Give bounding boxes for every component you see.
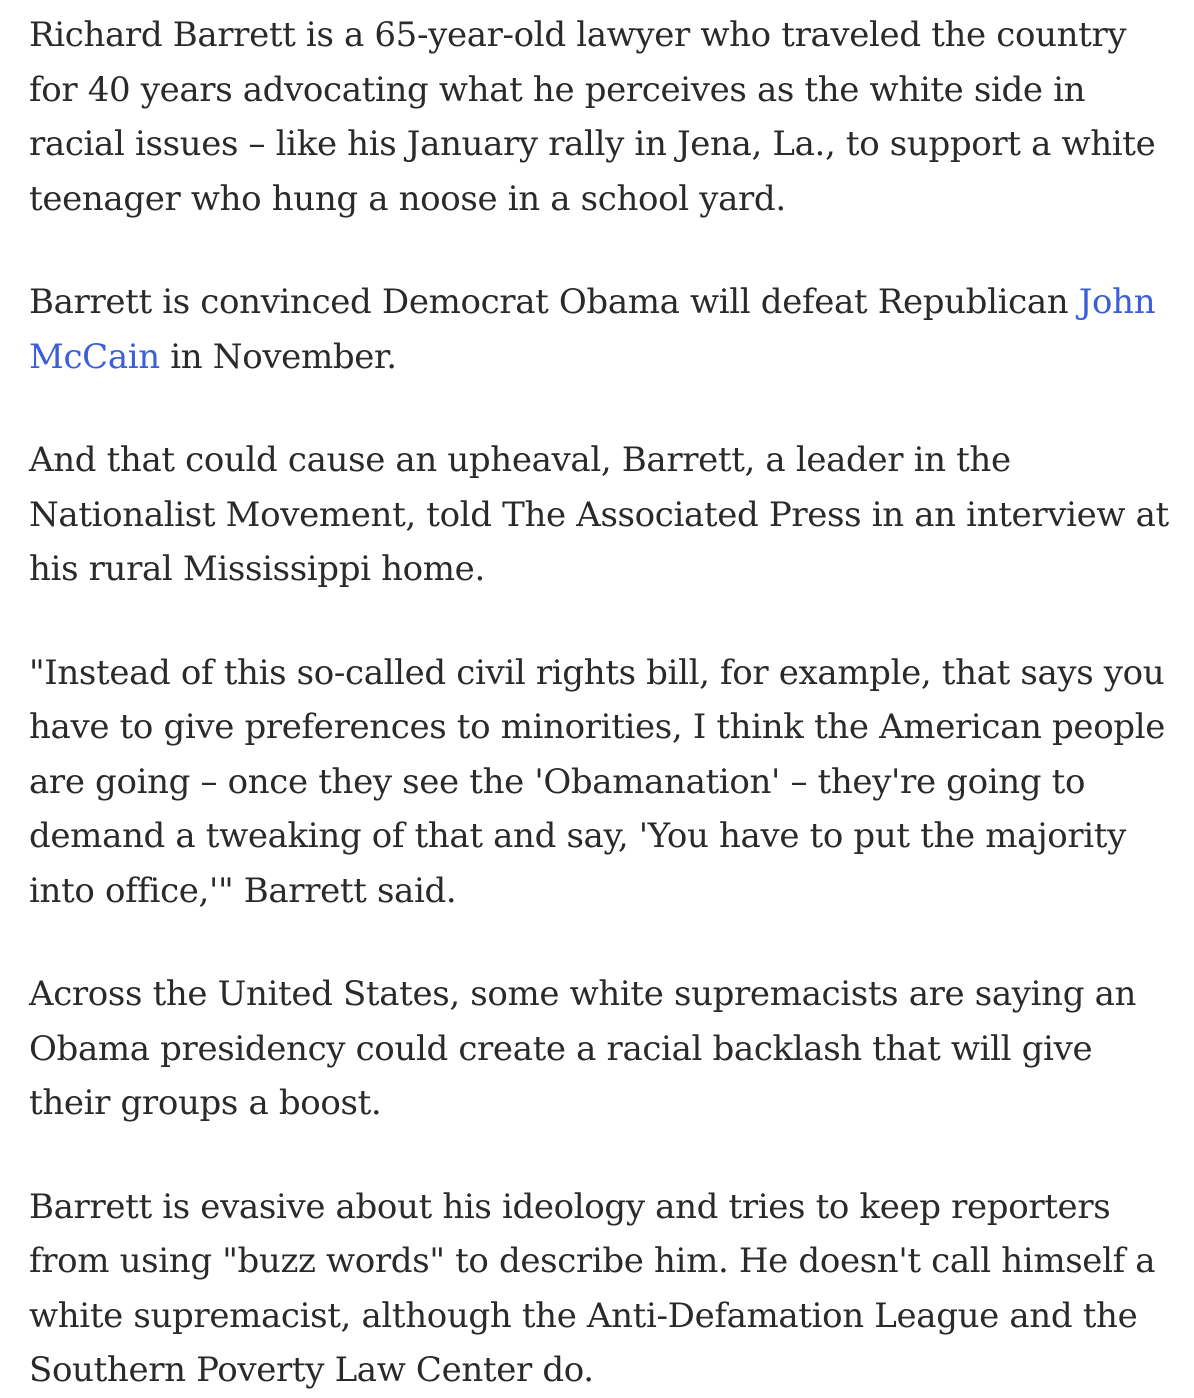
article-paragraph: Barrett is evasive about his ideology and tries to keep reporters from using "buzz words" to describe him. He doesn't call himself a white supremacist, although the Anti-Defamation League and the Southern Poverty Law Center do. — [29, 1186, 1156, 1390]
john-mccain-link[interactable]: John McCain — [29, 282, 1156, 377]
paragraph-text: Barrett is convinced Democrat Obama will defeat Republican — [29, 282, 1079, 322]
article-paragraph: And that could cause an upheaval, Barrett, a leader in the Nationalist Movement, told The Associated Press in an interview at his rural Mississippi home. — [29, 440, 1169, 589]
paragraph-text: in November. — [159, 336, 397, 377]
article-body — [29, 8, 1169, 1398]
article-paragraph: Across the United States, some white supremacists are saying an Obama presidency could create a racial backlash that will give their groups a boost. — [29, 974, 1137, 1123]
article-paragraph — [29, 275, 1169, 384]
article-paragraph: Richard Barrett is a 65-year-old lawyer who traveled the country for 40 years advocating what he perceives as the white side in racial issues – like his January rally in Jena, La., to support a white teenager who hung a noose in a school yard. — [29, 15, 1156, 219]
article-paragraph: "Instead of this so-called civil rights bill, for example, that says you have to give preferences to minorities, I think the American people are going – once they see the 'Obamanation' – they're going to demand a tweaking of that and say, 'You have to put the majority into office,'" Barrett said. — [29, 652, 1166, 911]
